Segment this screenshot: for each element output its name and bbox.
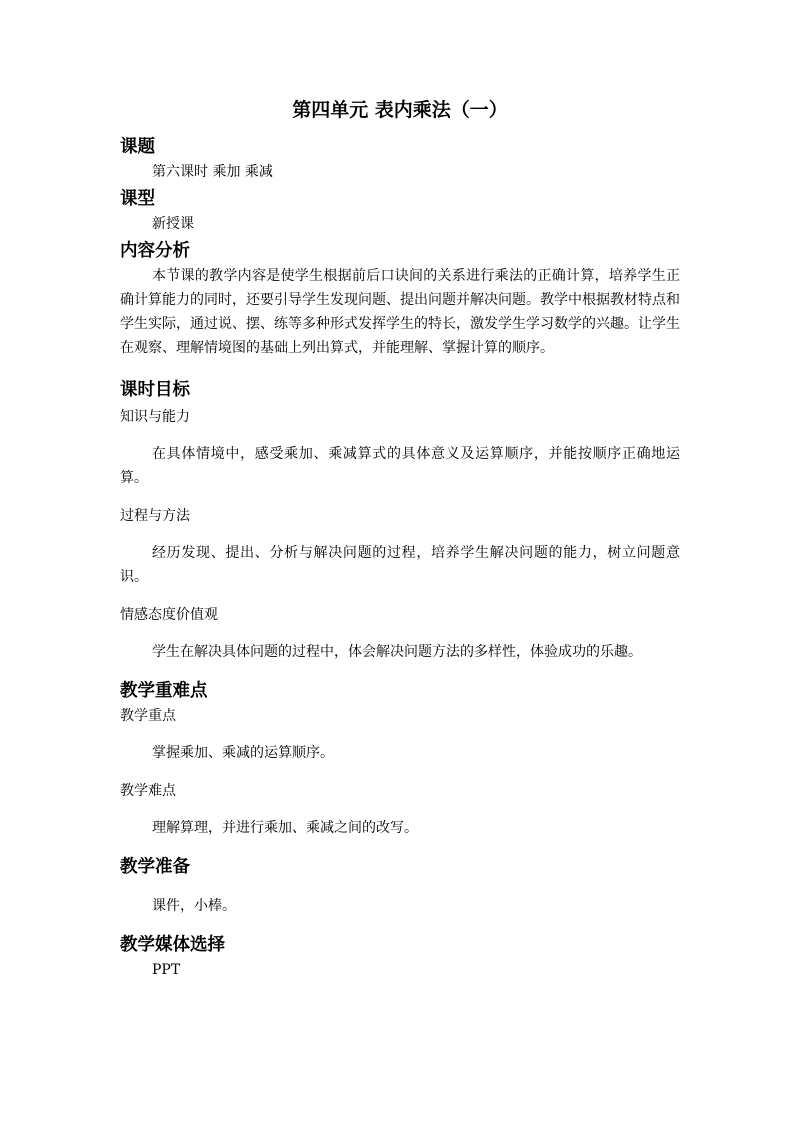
document-title: 第四单元 表内乘法（一） bbox=[292, 99, 508, 121]
document-page bbox=[120, 96, 680, 982]
knowledge-label: 知识与能力 bbox=[120, 409, 190, 425]
process-label: 过程与方法 bbox=[120, 508, 190, 524]
objectives-heading: 课时目标 bbox=[120, 380, 190, 400]
focus-label: 教学重点 bbox=[120, 708, 176, 724]
preparation-heading: 教学准备 bbox=[120, 857, 190, 877]
preparation-text: 课件，小棒。 bbox=[152, 898, 236, 914]
knowledge-text: 在具体情境中，感受乘加、乘减算式的具体意义及运算顺序，并能按顺序正确地运算。 bbox=[120, 446, 680, 486]
media-text: PPT bbox=[152, 962, 181, 978]
key-points-heading: 教学重难点 bbox=[120, 681, 208, 701]
topic-heading: 课题 bbox=[120, 137, 155, 157]
difficulty-label: 教学难点 bbox=[120, 783, 176, 799]
content-analysis-heading: 内容分析 bbox=[120, 241, 190, 261]
difficulty-text: 理解算理，并进行乘加、乘减之间的改写。 bbox=[152, 820, 418, 836]
process-text: 经历发现、提出、分析与解决问题的过程，培养学生解决问题的能力，树立问题意识。 bbox=[120, 545, 680, 585]
emotion-label: 情感态度价值观 bbox=[120, 607, 218, 623]
lesson-type-content: 新授课 bbox=[152, 216, 194, 232]
emotion-text: 学生在解决具体问题的过程中，体会解决问题方法的多样性，体验成功的乐趣。 bbox=[152, 644, 642, 660]
media-heading: 教学媒体选择 bbox=[120, 935, 225, 955]
lesson-type-heading: 课型 bbox=[120, 189, 155, 209]
topic-content: 第六课时 乘加 乘减 bbox=[152, 164, 273, 180]
focus-text: 掌握乘加、乘减的运算顺序。 bbox=[152, 745, 334, 761]
content-analysis-paragraph: 本节课的教学内容是使学生根据前后口诀间的关系进行乘法的正确计算，培养学生正确计算能力的同时，还要引导学生发现问题、提出问题并解决问题。教学中根据教材特点和学生实际，通过说、摆、练等多种形式发挥学生的特长，激发学生学习数学的兴趣。让学生在观察、理解情境图的基础上列出算式，并能理解、掌握计算的顺序。 bbox=[120, 268, 680, 356]
